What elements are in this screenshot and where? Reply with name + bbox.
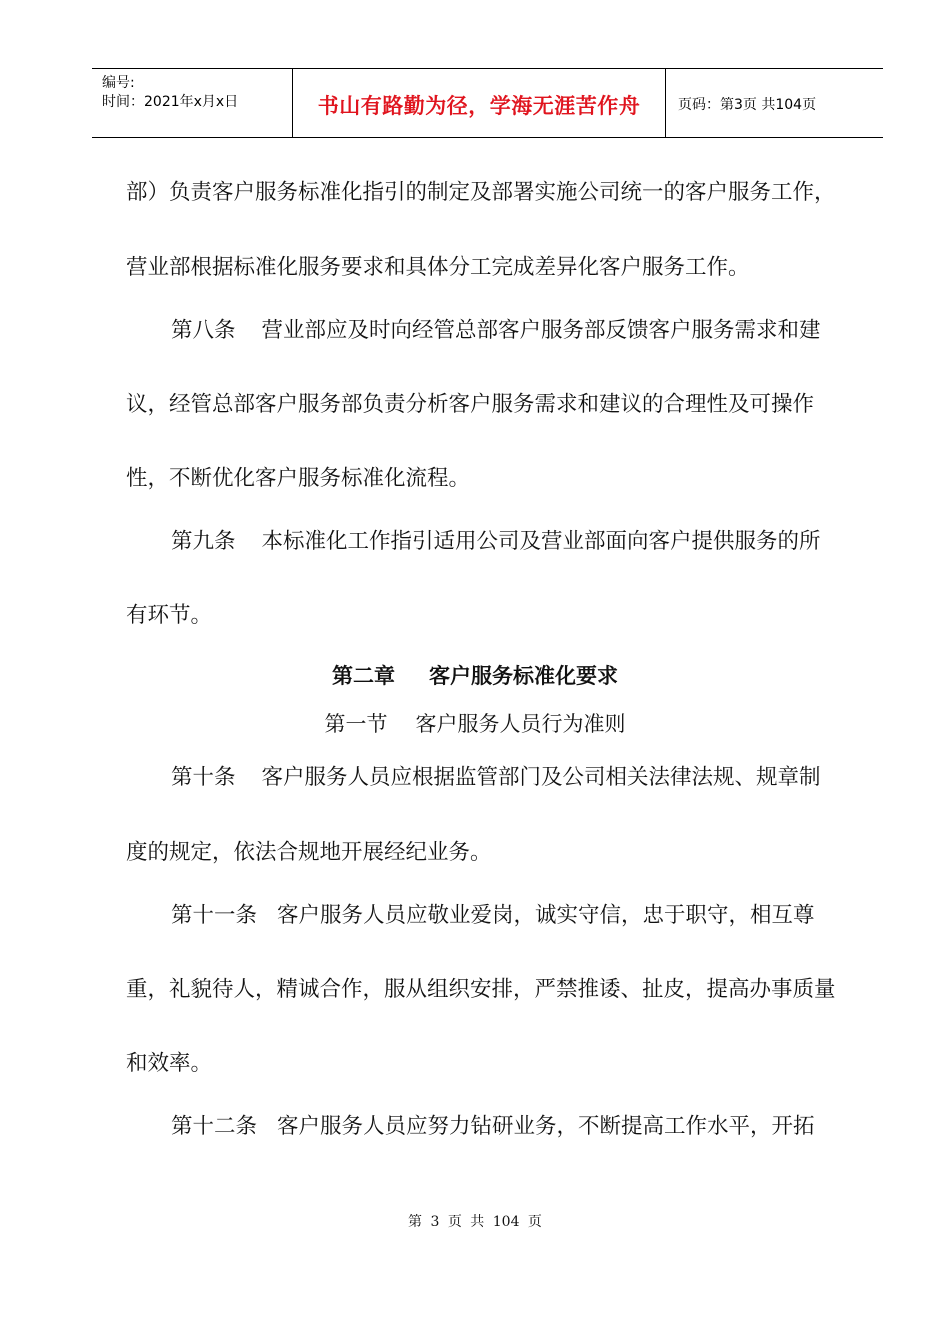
page-footer: 第 3 页 共 104 页 <box>408 1214 542 1230</box>
chapter-heading <box>0 660 950 690</box>
chapter-title: 客户服务标准化要求 <box>429 664 618 688</box>
article-line <box>171 1109 815 1140</box>
body-line: 和效率。 <box>126 1051 213 1076</box>
article-text: 客户服务人员应根据监管部门及公司相关法律法规、规章制 <box>261 765 821 790</box>
body-line: 部）负责客户服务标准化指引的制定及部署实施公司统一的客户服务工作， <box>126 180 836 205</box>
page-label: 页码：第3页 共104页 <box>678 97 817 113</box>
article-text: 客户服务人员应努力钻研业务，不断提高工作水平，开拓 <box>277 1114 815 1139</box>
article-number: 第十一条 <box>171 903 258 928</box>
page-header <box>92 68 883 138</box>
chapter-number: 第二章 <box>332 664 395 688</box>
code-label: 编号: <box>102 75 135 91</box>
article-line <box>171 760 821 791</box>
body-line: 重，礼貌待人，精诚合作，服从组织安排，严禁推诿、扯皮，提高办事质量 <box>126 977 836 1002</box>
motto: 书山有路勤为径，学海无涯苦作舟 <box>317 94 641 118</box>
section-title: 客户服务人员行为准则 <box>415 712 626 736</box>
article-number: 第九条 <box>171 529 236 554</box>
article-number: 第十二条 <box>171 1114 258 1139</box>
body-line: 性，不断优化客户服务标准化流程。 <box>126 466 471 491</box>
article-text: 本标准化工作指引适用公司及营业部面向客户提供服务的所 <box>261 529 821 554</box>
body-line: 度的规定，依法合规地开展经纪业务。 <box>126 840 492 865</box>
article-text: 客户服务人员应敬业爱岗，诚实守信，忠于职守，相互尊 <box>277 903 815 928</box>
header-page-cell <box>666 69 883 137</box>
header-info-cell <box>92 69 293 137</box>
body-line: 议，经管总部客户服务部负责分析客户服务需求和建议的合理性及可操作 <box>126 392 815 417</box>
article-number: 第十条 <box>171 765 236 790</box>
article-text: 营业部应及时向经管总部客户服务部反馈客户服务需求和建 <box>261 318 821 343</box>
section-number: 第一节 <box>324 712 388 736</box>
article-line <box>171 898 815 929</box>
time-label: 时间：2021年x月x日 <box>102 94 239 110</box>
section-heading <box>0 708 950 738</box>
header-motto-cell <box>293 69 666 137</box>
body-line: 有环节。 <box>126 603 213 628</box>
body-line: 营业部根据标准化服务要求和具体分工完成差异化客户服务工作。 <box>126 255 750 280</box>
article-line <box>171 313 821 344</box>
article-line <box>171 524 821 555</box>
article-number: 第八条 <box>171 318 236 343</box>
